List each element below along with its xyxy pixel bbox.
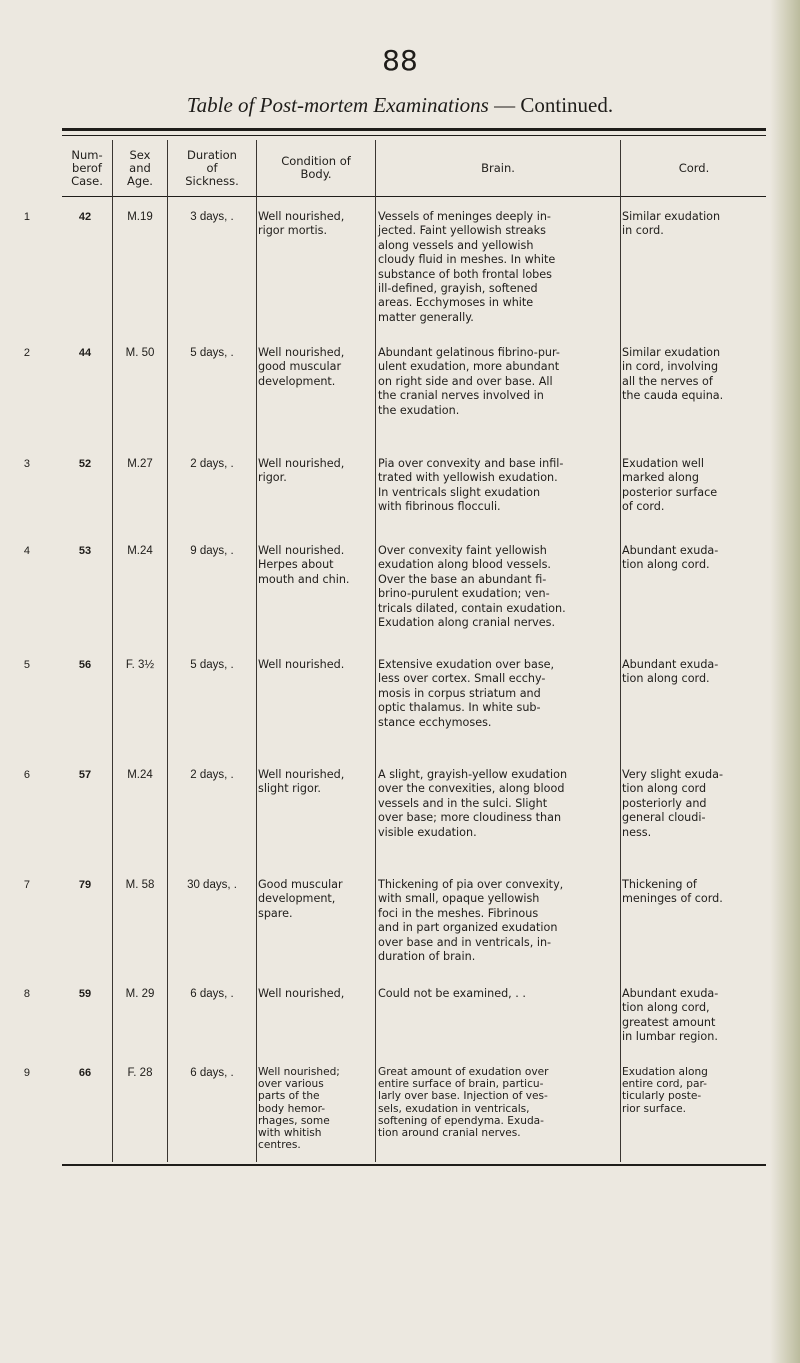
sex-age: M.27	[127, 458, 153, 470]
cord-findings: Abundant exuda- tion along cord, greatest amount in lumbar region.	[622, 987, 719, 1044]
duration: 5 days, .	[190, 347, 234, 359]
cord-findings: Abundant exuda- tion along cord.	[622, 658, 719, 686]
condition-of-body: Well nourished, rigor mortis.	[258, 210, 345, 238]
bottom-rule	[62, 1164, 766, 1166]
cord-findings: Similar exudation in cord.	[622, 210, 721, 238]
row-index: 2	[23, 347, 30, 359]
column-divider	[256, 140, 257, 1162]
table-caption	[0, 93, 800, 118]
cord-findings: Similar exudation in cord, involving all the nerves of the cauda equina.	[622, 346, 724, 403]
row-index: 7	[23, 879, 30, 891]
column-divider	[112, 140, 113, 1162]
column-divider	[620, 140, 621, 1162]
condition-of-body: Well nourished; over various parts of the body hemor- rhages, some with whitish centres.	[258, 1066, 340, 1152]
brain-findings: Pia over convexity and base infil- trated with yellowish exudation. In ventricals slight exudation with fibrinous flocculi.	[378, 457, 564, 514]
sex-age: M.19	[127, 211, 153, 223]
brain-findings: A slight, grayish-yellow exudation over the convexities, along blood vessels and in the sulci. Slight over base; more cloudiness than visible exudation.	[378, 768, 568, 839]
top-rule-thick	[62, 128, 766, 131]
brain-findings: Abundant gelatinous fibrino-pur- ulent exudation, more abundant on right side and over base. All the cranial nerves involved in the exudation.	[378, 346, 560, 417]
duration: 6 days, .	[190, 988, 234, 1000]
caption-title: Table of Post-mortem Examinations	[186, 93, 489, 117]
duration: 2 days, .	[190, 458, 234, 470]
condition-of-body: Well nourished, slight rigor.	[258, 768, 345, 796]
row-index: 3	[23, 458, 30, 470]
cord-findings: Exudation along entire cord, par- ticularly poste- rior surface.	[622, 1066, 708, 1115]
case-number: 59	[78, 988, 92, 1000]
brain-findings: Thickening of pia over convexity, with small, opaque yellowish foci in the meshes. Fibrinous and in part organized exudation over base and in ventricals, in- duration of brain.	[378, 878, 564, 964]
header-brain: Brain.	[481, 160, 515, 175]
brain-findings: Vessels of meninges deeply in- jected. Faint yellowish streaks along vessels and yellowish cloudy fluid in meshes. In white substance of both frontal lobes ill-defined, grayish, softened areas. Ecchymoses in white matter generally.	[378, 210, 556, 324]
sex-age: M. 29	[125, 988, 155, 1000]
case-number: 53	[78, 545, 92, 557]
sex-age: M.24	[127, 769, 153, 781]
page-edge-stain	[770, 0, 800, 1363]
case-number: 42	[78, 211, 92, 223]
sex-age: F. 28	[127, 1067, 153, 1079]
duration: 5 days, .	[190, 659, 234, 671]
header-case: Num- berof Case.	[71, 147, 103, 188]
condition-of-body: Well nourished. Herpes about mouth and chin.	[258, 544, 350, 586]
column-divider	[167, 140, 168, 1162]
case-number: 57	[78, 769, 92, 781]
case-number: 52	[78, 458, 92, 470]
sex-age: M. 58	[125, 879, 155, 891]
header-duration: Duration of Sickness.	[185, 147, 239, 188]
cord-findings: Thickening of meninges of cord.	[622, 878, 723, 906]
brain-findings: Over convexity faint yellowish exudation along blood vessels. Over the base an abundant fi- brino-purulent exudation; ven- tricals dilated, contain exudation. Exudation along cranial nerves.	[378, 544, 566, 630]
duration: 9 days, .	[190, 545, 234, 557]
brain-findings: Could not be examined, . .	[378, 987, 526, 1000]
case-number: 66	[78, 1067, 92, 1079]
cord-findings: Exudation well marked along posterior surface of cord.	[622, 457, 718, 514]
condition-of-body: Well nourished, good muscular development.	[258, 346, 345, 388]
page-number: 88	[382, 44, 418, 77]
caption-continued: — Continued.	[488, 93, 614, 117]
duration: 2 days, .	[190, 769, 234, 781]
duration: 6 days, .	[190, 1067, 234, 1079]
condition-of-body: Good muscular development, spare.	[258, 878, 343, 920]
sex-age: F. 3½	[125, 659, 155, 671]
case-number: 56	[78, 659, 92, 671]
header-sex-age: Sex and Age.	[127, 147, 153, 188]
condition-of-body: Well nourished, rigor.	[258, 457, 345, 485]
row-index: 5	[23, 659, 30, 671]
top-rule-thin	[62, 135, 766, 136]
header-cord: Cord.	[678, 160, 710, 175]
header-condition-of-body: Condition of Body.	[281, 154, 351, 181]
cord-findings: Abundant exuda- tion along cord.	[622, 544, 719, 572]
row-index: 8	[23, 988, 30, 1000]
duration: 3 days, .	[190, 211, 234, 223]
case-number: 79	[78, 879, 92, 891]
cord-findings: Very slight exuda- tion along cord posteriorly and general cloudi- ness.	[622, 768, 724, 839]
sex-age: M. 50	[125, 347, 155, 359]
condition-of-body: Well nourished.	[258, 658, 345, 671]
condition-of-body: Well nourished,	[258, 987, 345, 1000]
row-index: 9	[23, 1067, 30, 1079]
brain-findings: Great amount of exudation over entire surface of brain, particu- larly over base. Injection of ves- sels, exudation in ventricals, softening of ependyma. Exuda- tion around cranial nerves.	[378, 1066, 549, 1140]
row-index: 4	[23, 545, 30, 557]
row-index: 1	[23, 211, 30, 223]
row-index: 6	[23, 769, 30, 781]
brain-findings: Extensive exudation over base, less over cortex. Small ecchy- mosis in corpus striatum and optic thalamus. In white sub- stance ecchymoses.	[378, 658, 555, 729]
case-number: 44	[78, 347, 92, 359]
duration: 30 days, .	[187, 879, 237, 891]
column-divider	[375, 140, 376, 1162]
sex-age: M.24	[127, 545, 153, 557]
